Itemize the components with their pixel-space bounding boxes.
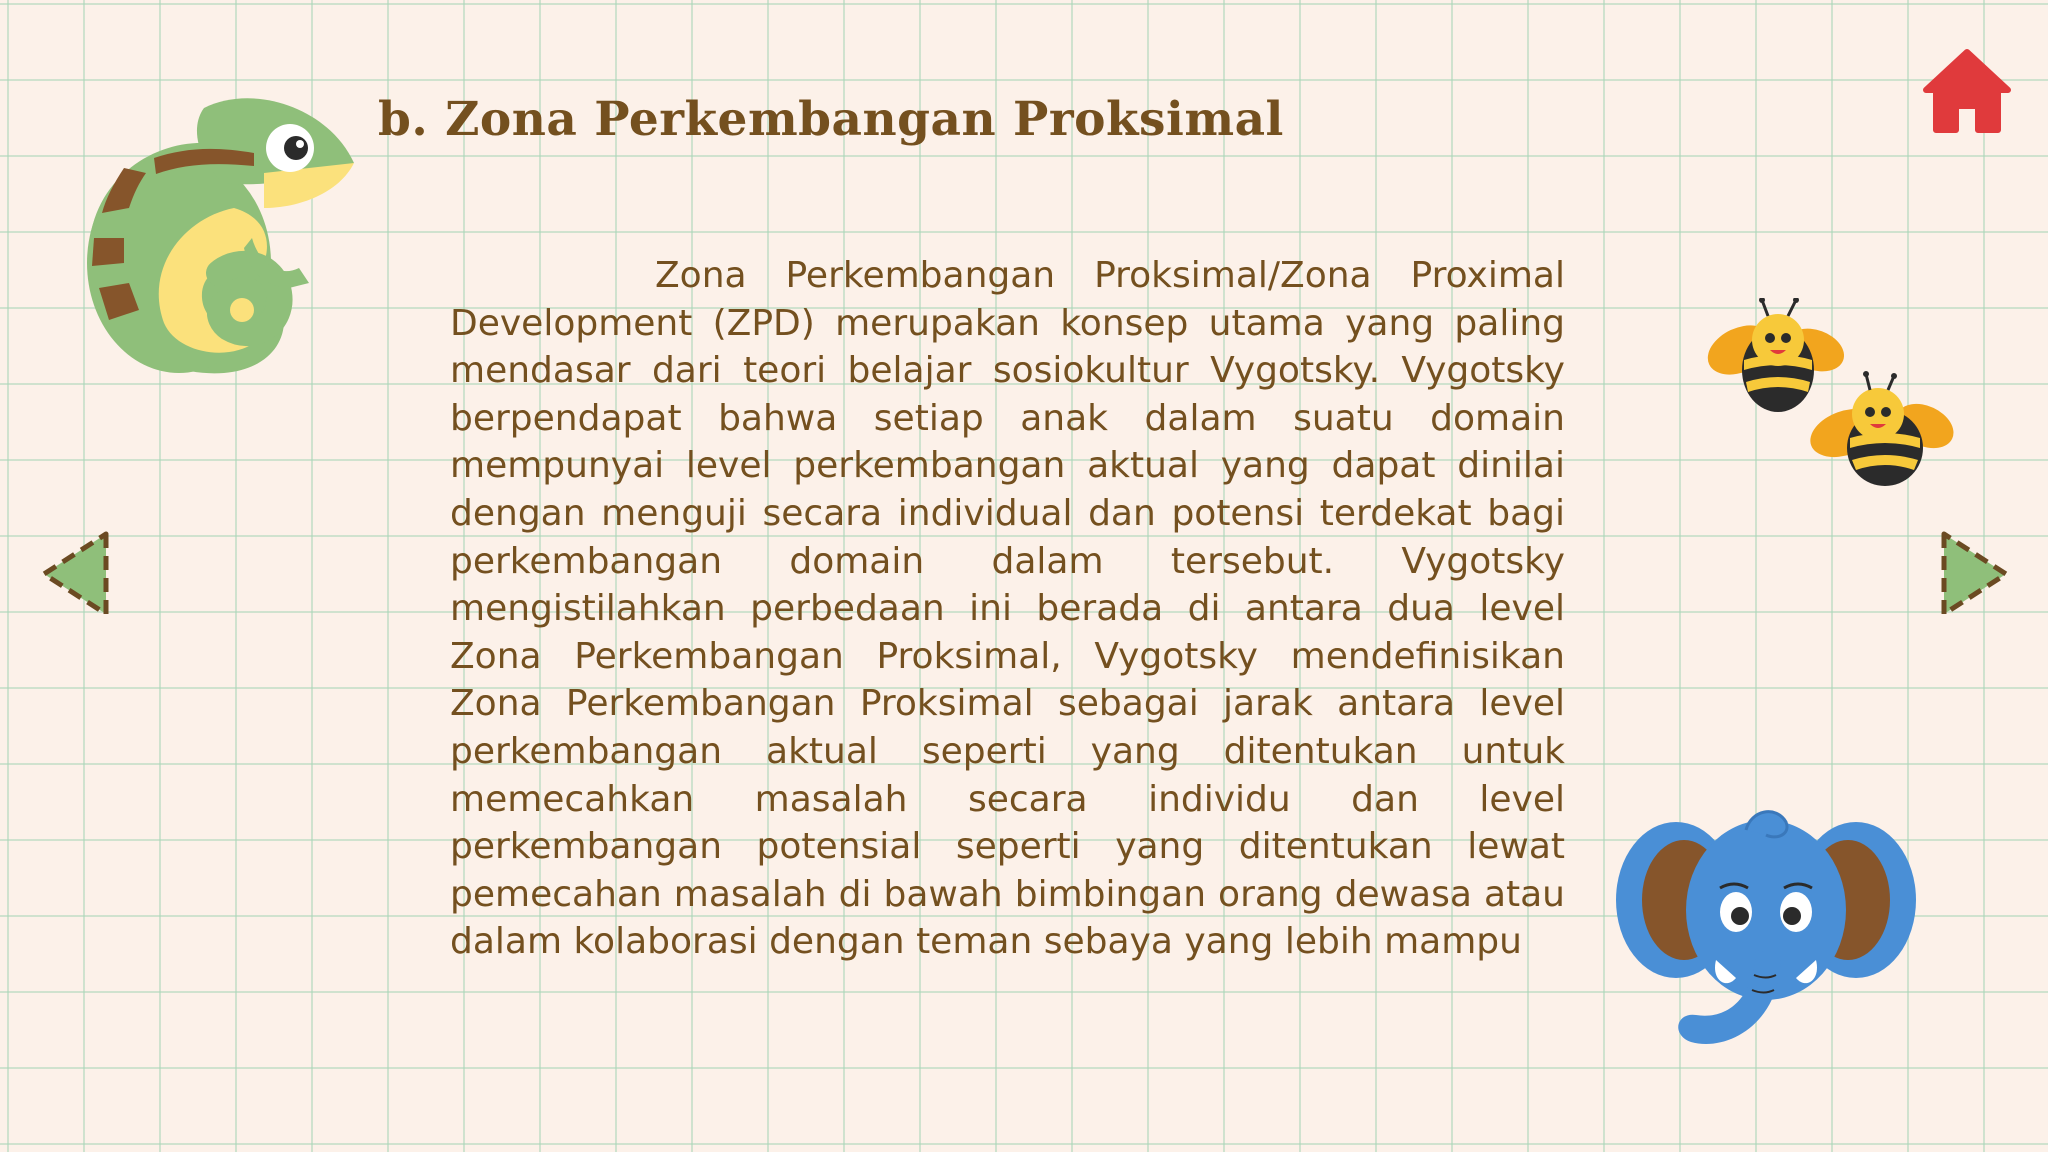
slide-body-text: Zona Perkembangan Proksimal/Zona Proximal Development (ZPD) merupakan konsep utama yang paling mendasar dari teori belajar sosiokultur Vygotsky. Vygotsky berpendapat bahwa setiap anak dalam suatu domain mempunyai level perkembangan aktual yang dapat dinilai dengan menguji secara individual dan potensi terdekat bagi perkembangan domain dalam tersebut. Vygotsky mengistilahkan perbedaan ini berada di antara dua level Zona Perkembangan Proksimal, Vygotsky mendefinisikan Zona Perkembangan Proksimal sebagai jarak antara level perkembangan aktual seperti yang ditentukan untuk memecahkan masalah secara individu dan level perkembangan potensial seperti yang ditentukan lewat pemecahan masalah di bawah bimbingan orang dewasa atau dalam kolaborasi dengan teman sebaya yang lebih mampu (450, 255, 1565, 963)
bees-illustration (1700, 298, 1960, 498)
arrow-left-icon[interactable] (38, 528, 114, 620)
home-icon[interactable] (1922, 48, 2012, 134)
chameleon-illustration (84, 88, 364, 378)
elephant-illustration (1616, 800, 1916, 1052)
arrow-right-icon[interactable] (1936, 528, 2012, 620)
slide-title: b. Zona Perkembangan Proksimal (378, 92, 1284, 147)
